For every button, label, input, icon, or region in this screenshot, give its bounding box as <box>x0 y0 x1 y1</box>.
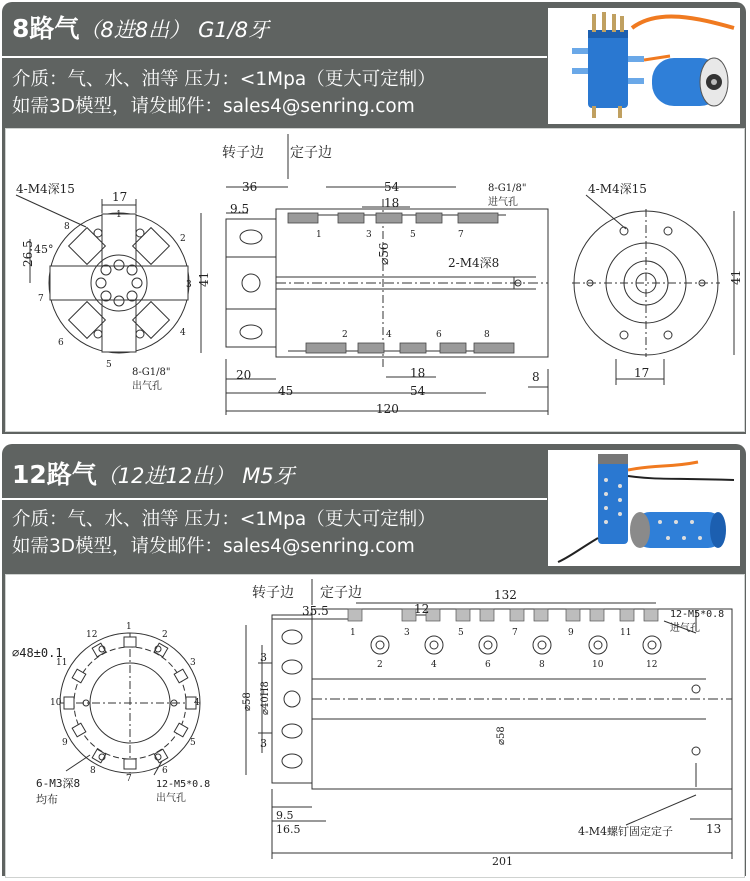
outlet-sub-label: 出气孔 <box>156 793 186 804</box>
port-label: 1 <box>316 230 322 240</box>
dim-8: 8 <box>532 370 540 384</box>
port-label: 10 <box>50 698 62 708</box>
port-label: 9 <box>568 628 574 638</box>
port-label: 3 <box>366 230 372 240</box>
port-label: 2 <box>342 330 348 340</box>
dim-35-5: 35.5 <box>302 604 329 618</box>
port-label: 12 <box>646 660 658 670</box>
port-label: 9 <box>62 738 68 748</box>
m3-sub-label: 均布 <box>36 793 58 806</box>
panel-title: 12路气（12进12出） M5牙 <box>12 460 295 489</box>
side-thread-label: 2-M4深8 <box>448 256 500 270</box>
port-label: 4 <box>431 660 437 670</box>
port-label: 2 <box>377 660 383 670</box>
inlet-thread-label: 8-G1/8" <box>488 183 527 194</box>
port-label: 7 <box>38 294 44 304</box>
port-label: 10 <box>592 660 604 670</box>
rotor-side-label: 转子边 <box>222 145 264 161</box>
dim-201: 201 <box>492 855 513 868</box>
port-label: 6 <box>485 660 491 670</box>
port-label: 5 <box>458 628 464 638</box>
port-label: 4 <box>180 328 186 338</box>
dim-58-left: ⌀58 <box>242 692 253 711</box>
port-label: 7 <box>126 774 132 784</box>
dim-3-top: 3 <box>260 651 267 664</box>
port-label: 1 <box>350 628 356 638</box>
dim-36: 36 <box>242 180 258 194</box>
port-label: 4 <box>386 330 392 340</box>
product-panel-8-way <box>2 2 746 434</box>
port-label: 8 <box>64 222 70 232</box>
dim-120: 120 <box>376 402 399 416</box>
dim-17-left: 17 <box>112 190 128 204</box>
port-label: 3 <box>186 280 192 290</box>
product-panel-12-way <box>2 444 746 876</box>
contact-email-text[interactable]: 如需3D模型，请发邮件：sales4@senring.com <box>12 536 415 557</box>
dim-58-body: ⌀58 <box>496 726 507 745</box>
port-label: 2 <box>180 234 186 244</box>
dim-17-right: 17 <box>634 366 650 380</box>
port-label: 4 <box>194 698 200 708</box>
dim-41-left: 41 <box>197 271 211 287</box>
dim-3-bottom: 3 <box>260 737 267 750</box>
m3-thread-label: 6-M3深8 <box>36 777 81 790</box>
dim-41-right: 41 <box>729 269 743 285</box>
port-label: 7 <box>512 628 518 638</box>
angle-45: 45° <box>34 243 54 256</box>
dim-45: 45 <box>278 384 294 398</box>
port-label: 5 <box>410 230 416 240</box>
dim-56: ⌀56 <box>377 242 391 265</box>
dim-54-top: 54 <box>384 180 400 194</box>
port-label: 3 <box>404 628 410 638</box>
m4-screw-label: 4-M4螺钉固定定子 <box>578 825 673 838</box>
inlet-sub-label: 进气孔 <box>670 623 700 634</box>
product-photo <box>548 450 740 566</box>
port-label: 8 <box>90 766 96 776</box>
dim-20: 20 <box>236 368 252 382</box>
dim-54-bottom: 54 <box>410 384 426 398</box>
dim-18-bottom: 18 <box>410 366 426 380</box>
dim-9-5: 9.5 <box>230 202 250 216</box>
port-label: 2 <box>162 630 168 640</box>
title-divider <box>2 56 547 58</box>
title-divider <box>2 498 547 500</box>
port-label: 8 <box>539 660 545 670</box>
port-label: 7 <box>458 230 464 240</box>
dim-26-5: 26.5 <box>21 240 35 267</box>
port-label: 1 <box>126 622 132 632</box>
port-label: 6 <box>58 338 64 348</box>
port-label: 3 <box>190 658 196 668</box>
panel-title: 8路气（8进8出） G1/8牙 <box>12 14 270 43</box>
port-label: 5 <box>106 360 112 370</box>
outlet-thread-label: 8-G1/8" <box>132 367 171 378</box>
dim-16-5: 16.5 <box>276 823 301 836</box>
medium-pressure-text: 介质：气、水、油等 压力：<1Mpa（更大可定制） <box>12 69 436 90</box>
port-label: 11 <box>620 628 632 638</box>
contact-email-text[interactable]: 如需3D模型，请发邮件：sales4@senring.com <box>12 96 415 117</box>
outlet-sub-label: 出气孔 <box>132 381 162 392</box>
stator-side-label: 定子边 <box>290 145 332 161</box>
rotor-side-label: 转子边 <box>252 585 294 601</box>
port-label: 6 <box>436 330 442 340</box>
stator-side-label: 定子边 <box>320 585 362 601</box>
port-label: 8 <box>484 330 490 340</box>
port-label: 12 <box>86 630 98 640</box>
outlet-thread-label: 12-M5*0.8 <box>156 779 211 790</box>
inlet-thread-label: 12-M5*0.8 <box>670 609 725 620</box>
dim-13: 13 <box>706 822 722 836</box>
dim-40: ⌀40H8 <box>260 681 271 715</box>
left-thread-label: 4-M4深15 <box>16 182 75 196</box>
dim-48: ⌀48±0.1 <box>12 646 63 660</box>
technical-drawing-12-way <box>5 574 745 878</box>
product-photo <box>548 8 740 124</box>
port-label: 1 <box>116 210 122 220</box>
technical-drawing-8-way <box>5 128 745 432</box>
dim-9-5: 9.5 <box>276 809 294 822</box>
port-label: 6 <box>162 766 168 776</box>
dim-18-top: 18 <box>384 196 400 210</box>
right-thread-label: 4-M4深15 <box>588 182 647 196</box>
port-label: 11 <box>56 658 68 668</box>
dim-132: 132 <box>494 588 517 602</box>
port-label: 5 <box>190 738 196 748</box>
medium-pressure-text: 介质：气、水、油等 压力：<1Mpa（更大可定制） <box>12 509 436 530</box>
dim-12: 12 <box>414 602 430 616</box>
inlet-sub-label: 进气孔 <box>488 197 518 208</box>
